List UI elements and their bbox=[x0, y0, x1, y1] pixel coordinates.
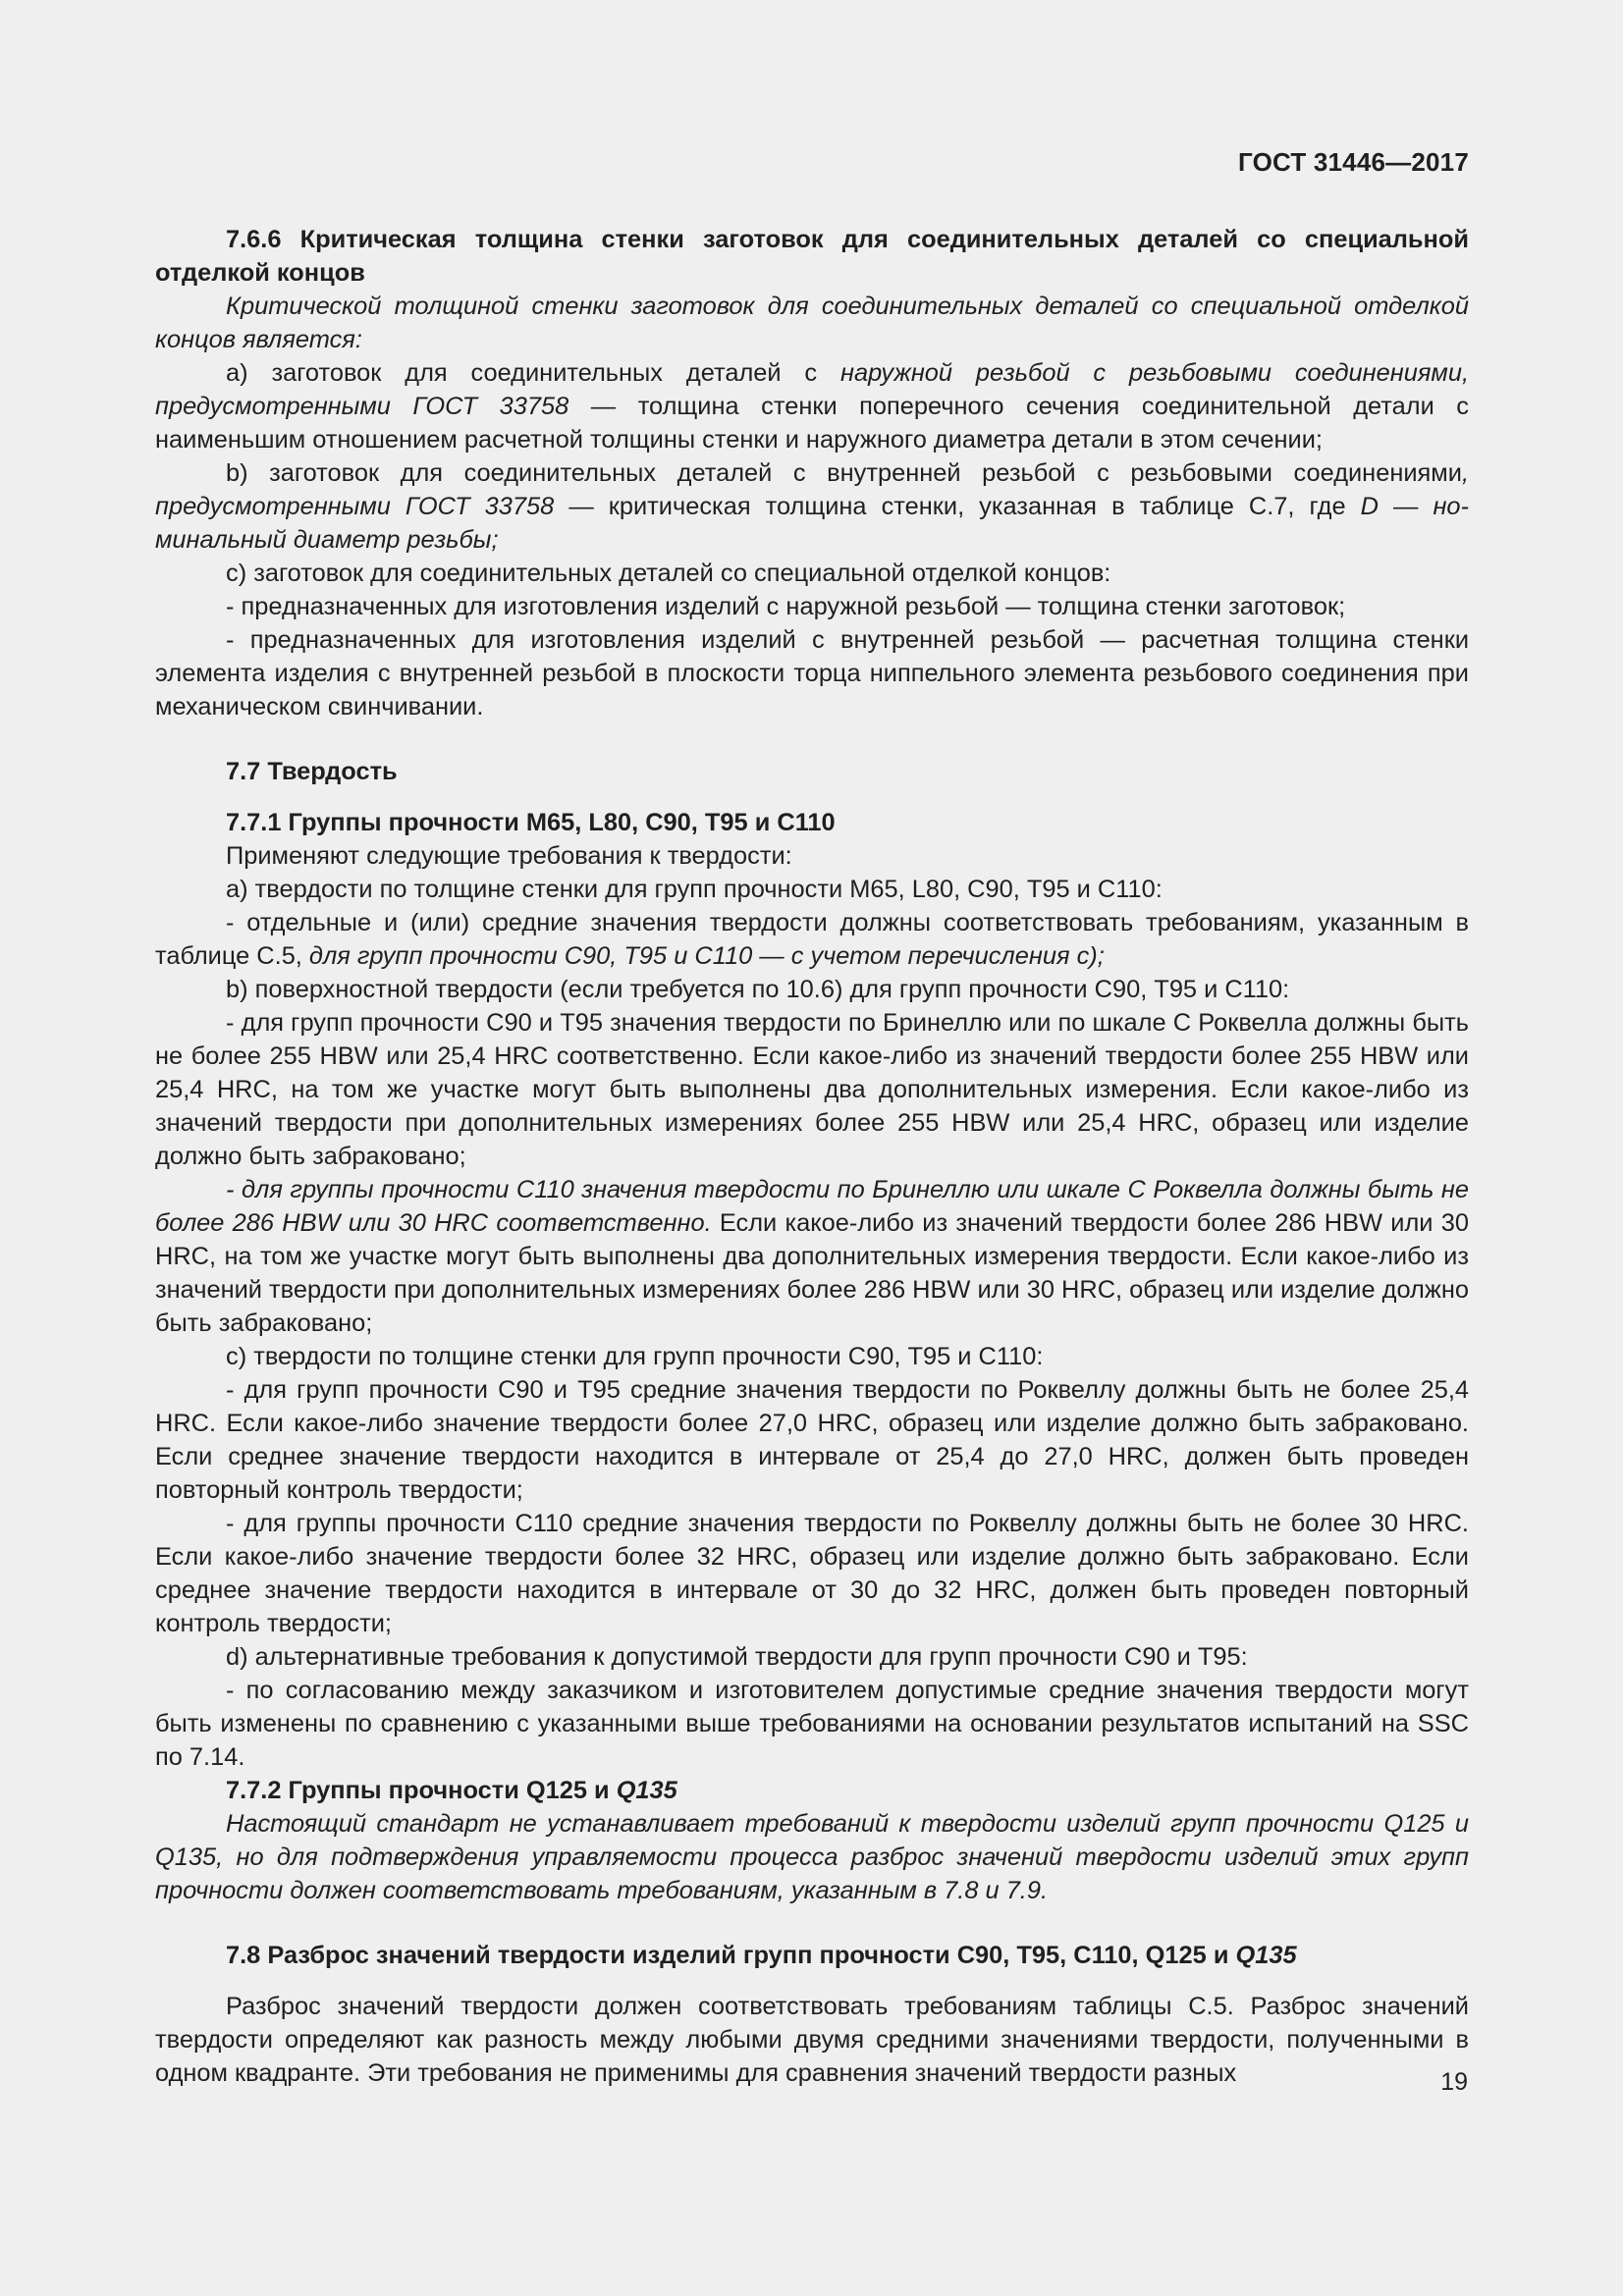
paragraph: Применяют следующие требования к твердости: bbox=[226, 842, 792, 870]
text: 7.8 Разброс значений твердости изделий групп прочности С90, Т95, С110, Q125 и bbox=[226, 1942, 1236, 1969]
list-item-b: b) поверхностной твердости (если требуется по 10.6) для групп прочности С90, Т95 и С110: bbox=[226, 976, 1290, 1003]
italic-text: - для группы прочности С110 значения твердости по Бринеллю или шкале С Роквелла должны быть не более 286 HBW или 30 HRC соответственно. bbox=[155, 1176, 1469, 1237]
list-subitem: - предназначенных для изготовления изделий с наружной резьбой — толщина стенки заготовок; bbox=[226, 593, 1346, 620]
document-body bbox=[155, 223, 1469, 2090]
list-subitem bbox=[155, 906, 1469, 973]
paragraph: Разброс значений твердости должен соответствовать требованиям таблицы С.5. Разброс значений твердости определяют как разность между любыми двумя средними значениями твердости, полученными в одном квадранте. Эти требования не применимы для сравнения значений твердости разных bbox=[155, 1993, 1469, 2087]
text: - отдельные и (или) средние значения твердости должны соответствовать требованиям, указанным в таблице С.5, bbox=[155, 909, 1469, 970]
paragraph bbox=[155, 290, 1469, 356]
italic-text: Q135 bbox=[616, 1777, 677, 1804]
italic-text: Настоящий стандарт не устанавливает требований к твердости изделий групп прочности Q125 и Q135, но для подтверждения управляемости процесса разброс значений твердости изделий этих групп прочности должен соответствовать требованиям, указанным в 7.8 и 7.9. bbox=[155, 1810, 1469, 1904]
paragraph bbox=[155, 1807, 1469, 1907]
list-item-a: a) твердости по толщине стенки для групп прочности М65, L80, С90, Т95 и С110: bbox=[226, 876, 1163, 903]
italic-text: Q135 bbox=[1235, 1942, 1297, 1969]
italic-text: Критической толщиной стенки заготовок для соединительных деталей со специальной отделкой концов является: bbox=[155, 293, 1469, 353]
list-subitem: - предназначенных для изготовления изделий с внутренней резьбой — расчетная толщина стенки элемента изделия с внутренней резьбой в плоскости торца ниппельного элемента резьбового соединения при механическом свинчивании. bbox=[155, 626, 1469, 721]
section-heading-7-8 bbox=[155, 1939, 1469, 1972]
list-item-a bbox=[155, 356, 1469, 456]
page-number: 19 bbox=[1440, 2068, 1468, 2096]
list-subitem: - для групп прочности С90 и Т95 значения твердости по Бринеллю или по шкале С Роквелла должны быть не более 255 HBW или 25,4 HRC соответственно. Если какое-либо из значений твердости более 255 HBW или 25,4 HRC, на том же участке могут быть выполнены два дополнительных измерения. Если какое-либо из значений твердости при дополнительных измерениях более 255 HBW или 25,4 HRC, образец или изделие должно быть забраковано; bbox=[155, 1009, 1469, 1170]
text: a) заготовок для соединительных деталей с bbox=[226, 359, 841, 387]
list-item-c: c) твердости по толщине стенки для групп прочности С90, Т95 и С110: bbox=[226, 1343, 1044, 1370]
list-subitem: - по согласованию между заказчиком и изготовителем допустимые средние значения твердости могут быть изменены по сравнению с указанными выше требованиями на основании результатов испытаний на SSC по 7.14. bbox=[155, 1677, 1469, 1771]
text: Если какое-либо из значений твердости более 286 HBW или 30 HRC, на том же участке могут быть выполнены два дополнительных измерения твердости. Если какое-либо из значений твердости при дополнительных измерениях более 286 HBW или 30 HRC, образец или изделие должно быть забраковано; bbox=[155, 1209, 1469, 1337]
italic-text: для групп прочности С90, Т95 и С110 — с учетом перечисления с); bbox=[308, 942, 1105, 970]
list-item-d: d) альтернативные требования к допустимой твердости для групп прочности С90 и Т95: bbox=[226, 1643, 1248, 1671]
italic-text: наружной резьбой с резьбовыми соединениями, предусмотренными ГОСТ 33758 bbox=[155, 359, 1469, 420]
italic-text: , предусмотренными ГОСТ 33758 bbox=[155, 459, 1469, 520]
document-header: ГОСТ 31446—2017 bbox=[1238, 147, 1469, 177]
section-heading-7-7: 7.7 Твердость bbox=[226, 758, 398, 785]
list-item-c: c) заготовок для соединительных деталей со специальной отделкой концов: bbox=[226, 560, 1111, 587]
list-subitem: - для группы прочности С110 средние значения твердости по Роквеллу должны быть не более 30 HRC. Если какое-либо значение твердости более 32 HRC, образец или изделие должно быть забраковано. Если среднее значение твердости находится в интервале от 30 до 32 HRC, должен быть проведен повторный контроль твердости; bbox=[155, 1510, 1469, 1637]
italic-text: D — номинальный диаметр резьбы; bbox=[155, 493, 1470, 554]
list-subitem bbox=[155, 1173, 1469, 1340]
text: 7.7.2 Группы прочности Q125 и bbox=[226, 1777, 617, 1804]
section-heading-7-7-1: 7.7.1 Группы прочности М65, L80, С90, Т95 и С110 bbox=[226, 809, 836, 836]
text: b) заготовок для соединительных деталей с внутренней резьбой с резьбовыми соединениями bbox=[226, 459, 1462, 487]
list-item-b bbox=[155, 456, 1469, 557]
section-heading-7-6-6: 7.6.6 Критическая толщина стенки заготовок для соединительных деталей со специальной отделкой концов bbox=[155, 226, 1469, 287]
text: — критическая толщина стенки, указанная в таблице С.7, где bbox=[554, 493, 1361, 520]
text: — толщина стенки поперечного сечения соединительной детали с наименьшим отношением расчетной толщины стенки и наружного диаметра детали в этом сечении; bbox=[155, 393, 1469, 454]
list-subitem: - для групп прочности С90 и Т95 средние значения твердости по Роквеллу должны быть не более 25,4 HRC. Если какое-либо значение твердости более 27,0 HRC, образец или изделие должно быть забраковано. Если среднее значение твердости находится в интервале от 25,4 до 27,0 HRC, должен быть проведен повторный контроль твердости; bbox=[155, 1376, 1469, 1504]
section-heading-7-7-2 bbox=[155, 1774, 1469, 1807]
